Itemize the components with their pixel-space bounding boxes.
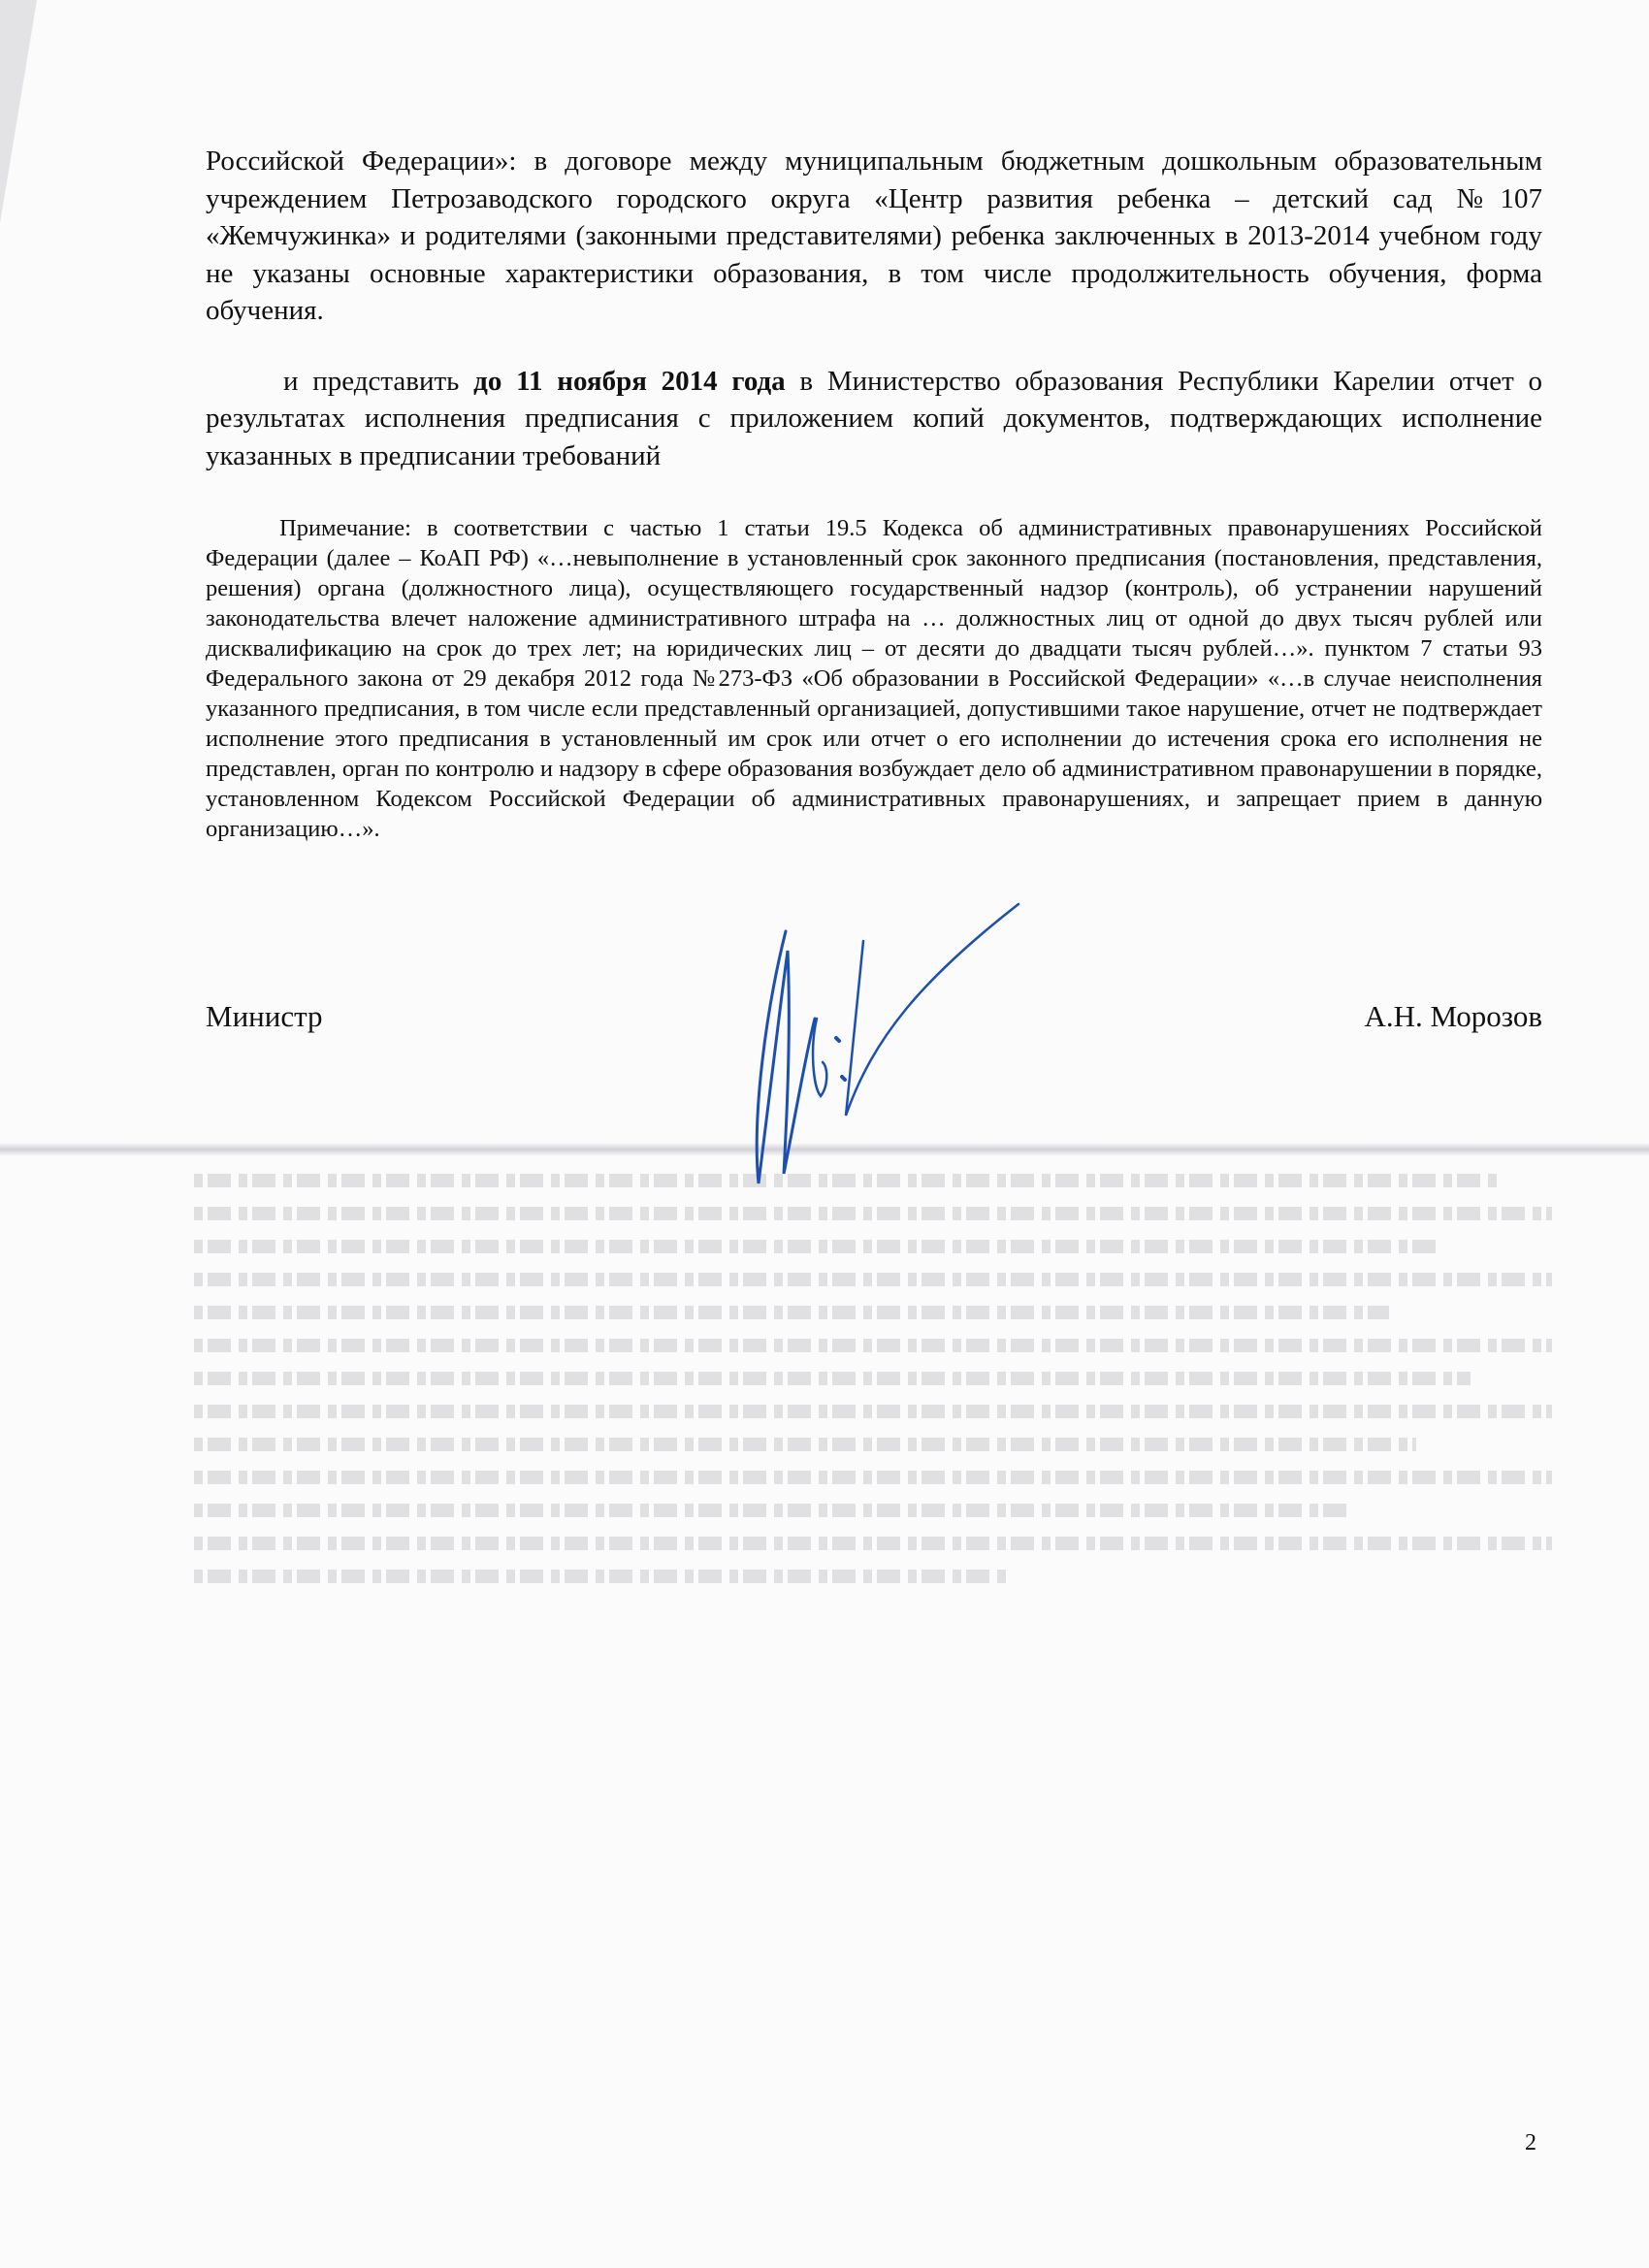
- signatory-title: Министр: [206, 999, 323, 1033]
- signatory-name: А.Н. Морозов: [1364, 999, 1542, 1033]
- document-body: [206, 143, 1542, 844]
- ghost-text-line: [194, 1471, 1552, 1484]
- reverse-side-show-through: [194, 1154, 1552, 1659]
- ghost-text-line: [194, 1537, 1552, 1550]
- ghost-text-line: [194, 1405, 1552, 1418]
- ghost-text-line: [194, 1438, 1416, 1451]
- legal-note: Примечание: в соответствии с частью 1 статьи 19.5 Кодекса об административных правонарушениях Российской Федерации (далее – КоАП РФ) «…невыполнение в установленный срок законного предписания (постановления, представления, решения) органа (должностного лица), осуществляющего государственный надзор (контроль), об устранении нарушений законодательства влечет наложение административного штрафа на … должностных лиц от одной до двух тысяч рублей или дисквалификацию на срок до трех лет; на юридических лиц – от десяти до двадцати тысяч рублей…». пунктом 7 статьи 93 Федерального закона от 29 декабря 2012 года №273-ФЗ «Об образовании в Российской Федерации» «…в случае неисполнения указанного предписания, в том числе если представленный организацией, допустившими такое нарушение, отчет не подтверждает исполнение этого предписания в установленный им срок или отчет о его исполнении до истечения срока его исполнения не представлен, орган по контролю и надзору в сфере образования возбуждает дело об административном правонарушении в порядке, установленном Кодексом Российской Федерации об административных правонарушениях, и запрещает прием в данную организацию…».: [206, 515, 1542, 842]
- ghost-text-line: [194, 1207, 1552, 1220]
- ghost-text-line: [194, 1306, 1389, 1319]
- handwritten-signature: [728, 892, 1057, 1203]
- continuation-paragraph: Российской Федерации»: в договоре между муниципальным бюджетным дошкольным образовательным учреждением Петрозаводского городского округа «Центр развития ребенка – детский сад №107 «Жемчужинка» и родителями (законными представителями) ребенка заключенных в 2013-2014 учебном году не указаны основные характеристики образования, в том числе продолжительность обучения, форма обучения.: [206, 146, 1542, 326]
- ghost-text-line: [194, 1504, 1348, 1517]
- ghost-text-line: [194, 1372, 1471, 1385]
- folded-corner: [0, 0, 37, 223]
- ghost-text-line: [194, 1339, 1552, 1352]
- deadline-text-after: в Министерство образования Республики Карелии отчет о результатах исполнения предписания с приложением копий документов, подтверждающих исполнение указанных в предписании требований: [206, 365, 1543, 471]
- ghost-text-line: [194, 1570, 1009, 1583]
- deadline-paragraph: [206, 363, 1542, 475]
- deadline-date: до 11 ноября 2014 года: [473, 365, 786, 397]
- page-number: 2: [1525, 2130, 1536, 2155]
- ghost-text-line: [194, 1273, 1552, 1286]
- deadline-text-before: и представить: [283, 365, 474, 397]
- ghost-text-line: [194, 1240, 1443, 1253]
